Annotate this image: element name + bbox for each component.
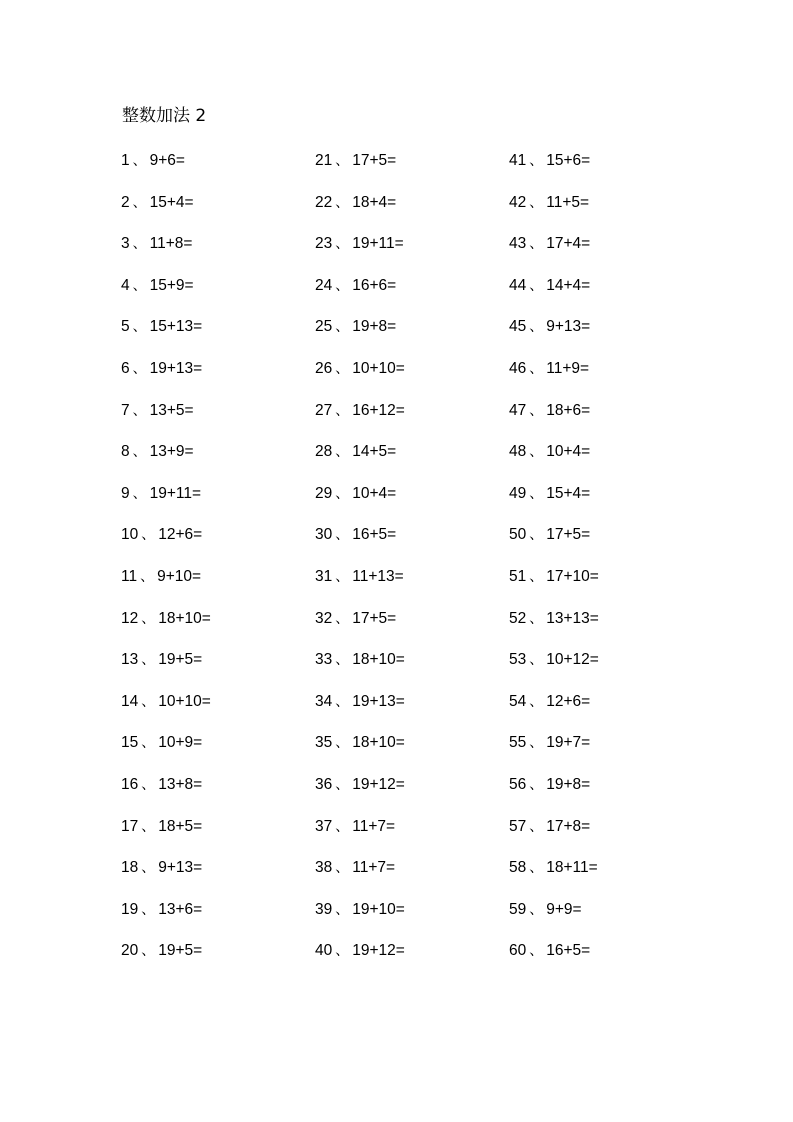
- problem-expression: 10+9=: [158, 734, 203, 752]
- problem-separator: 、: [141, 943, 156, 960]
- problem-number: 38: [315, 859, 333, 877]
- problem-item: [121, 522, 311, 564]
- problem-expression: 19+13=: [352, 692, 405, 710]
- problem-expression: 19+12=: [352, 775, 405, 793]
- problem-item: [509, 564, 699, 606]
- problem-separator: 、: [529, 776, 544, 793]
- problem-separator: 、: [141, 693, 156, 710]
- problem-item: [509, 522, 699, 564]
- problem-number: 5: [121, 318, 130, 336]
- problem-expression: 17+8=: [546, 817, 591, 835]
- problem-expression: 17+10=: [546, 567, 599, 585]
- problem-expression: 16+5=: [546, 942, 591, 960]
- problem-expression: 11+7=: [352, 859, 396, 877]
- problem-separator: 、: [141, 610, 156, 627]
- problem-separator: 、: [529, 568, 544, 585]
- problem-expression: 10+4=: [546, 443, 591, 461]
- problem-separator: 、: [132, 236, 147, 253]
- problem-number: 41: [509, 152, 527, 169]
- problem-item: [509, 647, 699, 689]
- problem-number: 21: [315, 152, 333, 169]
- problem-separator: 、: [141, 735, 156, 752]
- problem-number: 40: [315, 942, 333, 960]
- problem-number: 15: [121, 734, 139, 752]
- problem-number: 45: [509, 318, 527, 336]
- problem-expression: 17+4=: [546, 235, 591, 253]
- problem-number: 2: [121, 193, 130, 211]
- problem-separator: 、: [141, 652, 156, 669]
- problem-expression: 19+10=: [352, 900, 405, 918]
- problem-separator: 、: [335, 901, 350, 918]
- problem-expression: 19+7=: [546, 734, 591, 752]
- problem-separator: 、: [335, 568, 350, 585]
- problem-item: [509, 772, 699, 814]
- problem-expression: 13+8=: [158, 775, 203, 793]
- problem-expression: 17+5=: [352, 609, 397, 627]
- problem-number: 19: [121, 900, 139, 918]
- problem-item: [315, 148, 505, 190]
- problem-separator: 、: [529, 652, 544, 669]
- problem-number: 39: [315, 900, 333, 918]
- problem-expression: 18+4=: [352, 193, 397, 211]
- problem-expression: 11+13=: [352, 567, 404, 585]
- problem-expression: 18+11=: [546, 859, 598, 877]
- problem-expression: 12+6=: [158, 526, 203, 544]
- problem-number: 9: [121, 484, 130, 502]
- problem-item: [509, 730, 699, 772]
- problem-expression: 9+13=: [546, 318, 591, 336]
- problem-expression: 19+11=: [352, 235, 404, 253]
- problem-separator: 、: [335, 194, 350, 211]
- problem-separator: 、: [529, 319, 544, 336]
- problem-separator: 、: [529, 527, 544, 544]
- problem-separator: 、: [335, 735, 350, 752]
- problem-number: 6: [121, 359, 130, 377]
- problem-column-1: [121, 148, 311, 980]
- problem-expression: 10+4=: [352, 484, 397, 502]
- problem-separator: 、: [529, 402, 544, 419]
- problem-separator: 、: [529, 277, 544, 294]
- problem-number: 14: [121, 692, 139, 710]
- problem-expression: 12+6=: [546, 692, 591, 710]
- problem-item: [509, 314, 699, 356]
- problem-item: [315, 689, 505, 731]
- problem-separator: 、: [335, 444, 350, 461]
- problem-item: [315, 814, 505, 856]
- problem-number: 25: [315, 318, 333, 336]
- problem-expression: 18+5=: [158, 817, 203, 835]
- problem-number: 33: [315, 651, 333, 669]
- problem-item: [121, 481, 311, 523]
- problem-item: [509, 481, 699, 523]
- problem-number: 16: [121, 775, 139, 793]
- problem-item: [121, 606, 311, 648]
- problem-number: 7: [121, 401, 130, 419]
- problem-separator: 、: [335, 776, 350, 793]
- problem-separator: 、: [529, 693, 544, 710]
- problem-expression: 18+10=: [352, 651, 405, 669]
- problem-expression: 11+9=: [546, 359, 590, 377]
- problem-item: [509, 190, 699, 232]
- problem-separator: 、: [141, 860, 156, 877]
- problem-item: [315, 273, 505, 315]
- problem-separator: 、: [335, 693, 350, 710]
- problem-expression: 11+8=: [149, 235, 193, 253]
- problem-expression: 16+5=: [352, 526, 397, 544]
- problem-separator: 、: [335, 527, 350, 544]
- problem-expression: 19+12=: [352, 942, 405, 960]
- problem-separator: 、: [141, 527, 156, 544]
- problem-expression: 15+6=: [546, 152, 591, 169]
- problem-number: 57: [509, 817, 527, 835]
- problem-separator: 、: [335, 277, 350, 294]
- problem-number: 10: [121, 526, 139, 544]
- problem-number: 4: [121, 276, 130, 294]
- problem-item: [121, 273, 311, 315]
- problem-expression: 13+13=: [546, 609, 599, 627]
- problem-separator: 、: [529, 485, 544, 502]
- problem-separator: 、: [335, 610, 350, 627]
- problem-number: 34: [315, 692, 333, 710]
- problem-item: [509, 231, 699, 273]
- problem-separator: 、: [132, 402, 147, 419]
- problem-number: 24: [315, 276, 333, 294]
- problem-item: [121, 897, 311, 939]
- problem-expression: 19+8=: [352, 318, 397, 336]
- problem-number: 11: [121, 567, 138, 585]
- problem-separator: 、: [529, 444, 544, 461]
- problem-item: [509, 814, 699, 856]
- problem-number: 42: [509, 193, 527, 211]
- problem-separator: 、: [529, 818, 544, 835]
- problem-expression: 13+5=: [149, 401, 194, 419]
- problem-item: [121, 730, 311, 772]
- problem-column-3: [509, 148, 699, 980]
- problem-separator: 、: [529, 860, 544, 877]
- problem-item: [315, 606, 505, 648]
- problem-expression: 10+12=: [546, 651, 599, 669]
- problem-number: 44: [509, 276, 527, 294]
- problem-number: 8: [121, 443, 130, 461]
- problem-expression: 18+10=: [352, 734, 405, 752]
- problem-number: 12: [121, 609, 139, 627]
- problem-item: [121, 938, 311, 980]
- problem-separator: 、: [529, 943, 544, 960]
- problem-separator: 、: [335, 652, 350, 669]
- problem-expression: 19+5=: [158, 651, 203, 669]
- problem-separator: 、: [141, 901, 156, 918]
- problem-expression: 13+9=: [149, 443, 194, 461]
- problem-separator: 、: [335, 485, 350, 502]
- problem-separator: 、: [529, 194, 544, 211]
- problem-number: 56: [509, 775, 527, 793]
- problem-item: [509, 897, 699, 939]
- problem-number: 50: [509, 526, 527, 544]
- problem-expression: 19+8=: [546, 775, 591, 793]
- problem-number: 20: [121, 942, 139, 960]
- problem-item: [315, 398, 505, 440]
- problem-item: [121, 564, 311, 606]
- problem-number: 32: [315, 609, 333, 627]
- problem-expression: 13+6=: [158, 900, 203, 918]
- problem-separator: 、: [529, 360, 544, 377]
- problem-number: 3: [121, 235, 130, 253]
- problem-expression: 14+5=: [352, 443, 397, 461]
- problem-expression: 15+4=: [546, 484, 591, 502]
- problem-number: 13: [121, 651, 139, 669]
- problem-expression: 16+12=: [352, 401, 405, 419]
- problem-item: [315, 938, 505, 980]
- problem-item: [509, 398, 699, 440]
- problem-expression: 19+5=: [158, 942, 203, 960]
- problem-expression: 14+4=: [546, 276, 591, 294]
- problem-number: 22: [315, 193, 333, 211]
- problem-number: 47: [509, 401, 527, 419]
- problem-item: [121, 398, 311, 440]
- problem-item: [315, 481, 505, 523]
- problem-column-2: [315, 148, 505, 980]
- problem-expression: 9+9=: [546, 900, 582, 918]
- problem-item: [121, 689, 311, 731]
- problem-separator: 、: [529, 610, 544, 627]
- problem-item: [509, 439, 699, 481]
- problem-expression: 9+6=: [149, 152, 185, 169]
- problem-separator: 、: [141, 818, 156, 835]
- problem-separator: 、: [132, 153, 147, 169]
- problem-item: [121, 855, 311, 897]
- problem-item: [509, 606, 699, 648]
- problem-item: [509, 273, 699, 315]
- problem-item: [315, 522, 505, 564]
- problem-separator: 、: [335, 360, 350, 377]
- problem-separator: 、: [529, 901, 544, 918]
- problem-separator: 、: [132, 277, 147, 294]
- problem-number: 27: [315, 401, 333, 419]
- problem-item: [315, 855, 505, 897]
- problem-expression: 17+5=: [352, 152, 397, 169]
- problem-number: 1: [121, 152, 130, 169]
- problem-expression: 19+13=: [149, 359, 203, 377]
- problem-number: 30: [315, 526, 333, 544]
- problem-separator: 、: [335, 818, 350, 835]
- problem-item: [121, 647, 311, 689]
- problem-expression: 10+10=: [158, 692, 211, 710]
- problem-item: [121, 772, 311, 814]
- problem-expression: 17+5=: [546, 526, 591, 544]
- problem-item: [315, 439, 505, 481]
- problem-item: [315, 897, 505, 939]
- problem-separator: 、: [132, 444, 147, 461]
- problem-number: 59: [509, 900, 527, 918]
- problem-expression: 11+5=: [546, 193, 590, 211]
- problem-number: 48: [509, 443, 527, 461]
- problem-expression: 15+4=: [149, 193, 194, 211]
- problem-separator: 、: [335, 402, 350, 419]
- problem-separator: 、: [529, 236, 544, 253]
- problem-number: 36: [315, 775, 333, 793]
- problem-number: 18: [121, 859, 139, 877]
- problem-separator: 、: [132, 319, 147, 336]
- problem-separator: 、: [132, 194, 147, 211]
- problem-item: [121, 190, 311, 232]
- problem-item: [121, 314, 311, 356]
- problem-number: 55: [509, 734, 527, 752]
- problem-item: [121, 356, 311, 398]
- problem-expression: 18+10=: [158, 609, 211, 627]
- problem-number: 49: [509, 484, 527, 502]
- problem-number: 35: [315, 734, 333, 752]
- problem-item: [509, 356, 699, 398]
- problem-expression: 19+11=: [149, 484, 202, 502]
- problem-expression: 9+10=: [157, 567, 202, 585]
- problem-expression: 10+10=: [352, 359, 405, 377]
- problem-item: [121, 148, 311, 190]
- problem-item: [121, 814, 311, 856]
- problem-number: 52: [509, 609, 527, 627]
- problem-separator: 、: [140, 568, 155, 585]
- problem-item: [315, 231, 505, 273]
- problem-expression: 18+6=: [546, 401, 591, 419]
- problem-number: 43: [509, 235, 527, 253]
- problem-expression: 15+9=: [149, 276, 194, 294]
- problem-number: 54: [509, 692, 527, 710]
- problem-item: [509, 148, 699, 190]
- problem-item: [509, 855, 699, 897]
- problem-item: [121, 439, 311, 481]
- problem-number: 37: [315, 817, 333, 835]
- problem-separator: 、: [132, 360, 147, 377]
- problem-item: [315, 772, 505, 814]
- problem-number: 51: [509, 567, 527, 585]
- problem-expression: 9+13=: [158, 859, 203, 877]
- problem-expression: 16+6=: [352, 276, 397, 294]
- problem-item: [509, 938, 699, 980]
- problem-item: [509, 689, 699, 731]
- page-title: 整数加法 2: [122, 106, 207, 126]
- problem-number: 53: [509, 651, 527, 669]
- problem-item: [315, 647, 505, 689]
- problem-item: [315, 314, 505, 356]
- problem-item: [315, 730, 505, 772]
- problem-separator: 、: [132, 485, 147, 502]
- problem-number: 31: [315, 567, 333, 585]
- problem-separator: 、: [141, 776, 156, 793]
- problem-separator: 、: [335, 319, 350, 336]
- problem-number: 29: [315, 484, 333, 502]
- problem-expression: 11+7=: [352, 817, 396, 835]
- problem-separator: 、: [335, 860, 350, 877]
- problem-item: [315, 564, 505, 606]
- problem-item: [121, 231, 311, 273]
- problem-item: [315, 356, 505, 398]
- problem-separator: 、: [529, 153, 544, 169]
- problem-number: 28: [315, 443, 333, 461]
- problem-separator: 、: [335, 236, 350, 253]
- problem-number: 60: [509, 942, 527, 960]
- problem-number: 23: [315, 235, 333, 253]
- problem-separator: 、: [335, 153, 350, 169]
- problem-number: 58: [509, 859, 527, 877]
- problem-number: 46: [509, 359, 527, 377]
- problem-number: 17: [121, 817, 139, 835]
- problem-separator: 、: [529, 735, 544, 752]
- problem-expression: 15+13=: [149, 318, 203, 336]
- problem-number: 26: [315, 359, 333, 377]
- problem-item: [315, 190, 505, 232]
- problem-separator: 、: [335, 943, 350, 960]
